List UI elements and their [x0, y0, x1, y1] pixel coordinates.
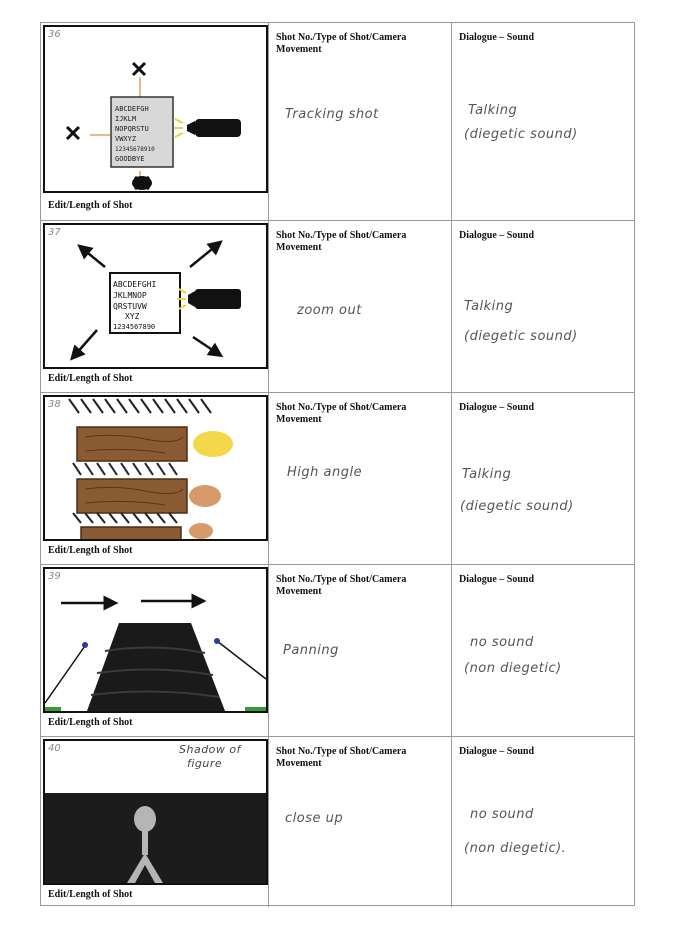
- storyboard-sheet: [40, 22, 635, 906]
- sketch-letter-line: XYZ: [125, 312, 140, 321]
- sketch-letter-line: IJKLM: [115, 115, 137, 123]
- dialogue-sound-header: Dialogue – Sound: [459, 402, 535, 413]
- shot-number: 39: [48, 571, 61, 582]
- frame-cell: [41, 393, 269, 564]
- sketch-letter-line: NOPQRSTU: [115, 125, 149, 133]
- shot-type-text: close up: [285, 811, 344, 826]
- shot-cell: [269, 565, 452, 736]
- frame-cell: [41, 221, 269, 392]
- sketch-letter-line: JKLMNOP: [113, 291, 147, 300]
- sound-cell: [452, 393, 634, 564]
- sound-text: Talking: [462, 467, 512, 482]
- dialogue-sound-header: Dialogue – Sound: [459, 230, 535, 241]
- shot-cell: [269, 23, 452, 220]
- sketch-high-angle: [45, 397, 266, 539]
- edit-length-label: Edit/Length of Shot: [48, 545, 133, 556]
- sketch-letter-line: ABCDEFGH: [115, 105, 149, 113]
- frame-cell: [41, 565, 269, 736]
- shot-type-text: zoom out: [297, 303, 362, 318]
- sketch-frame: [43, 25, 268, 193]
- edit-length-label: Edit/Length of Shot: [48, 889, 133, 900]
- sketch-close-up: [45, 741, 266, 883]
- sketch-frame: [43, 223, 268, 369]
- sketch-frame: [43, 395, 268, 541]
- sound-text: Talking: [464, 299, 514, 314]
- shot-cell: [269, 393, 452, 564]
- sketch-letter-line: GOODBYE: [115, 155, 145, 163]
- shot-number: 36: [48, 29, 61, 40]
- sketch-zoom-out: [45, 225, 266, 367]
- sketch-letter-line: 1234567890: [113, 323, 156, 331]
- sound-text: (diegetic sound): [460, 499, 574, 514]
- edit-length-label: Edit/Length of Shot: [48, 717, 133, 728]
- sound-cell: [452, 221, 634, 392]
- frame-note: figure: [187, 757, 223, 770]
- storyboard-row: [41, 221, 634, 393]
- storyboard-row: [41, 393, 634, 565]
- edit-length-label: Edit/Length of Shot: [48, 373, 133, 384]
- frame-cell: [41, 737, 269, 907]
- sound-text: no sound: [470, 807, 534, 822]
- dialogue-sound-header: Dialogue – Sound: [459, 746, 535, 757]
- shot-header: Shot No./Type of Shot/Camera Movement: [276, 32, 407, 55]
- shot-header: Shot No./Type of Shot/Camera Movement: [276, 402, 407, 425]
- storyboard-row: [41, 737, 634, 907]
- shot-type-text: Panning: [283, 643, 339, 658]
- shot-type-text: Tracking shot: [285, 107, 379, 122]
- storyboard-row: [41, 23, 634, 221]
- sketch-panning: [45, 569, 266, 711]
- sketch-frame: [43, 739, 268, 885]
- sketch-letter-line: ABCDEFGHI: [113, 280, 157, 289]
- sound-cell: [452, 23, 634, 220]
- edit-length-label: Edit/Length of Shot: [48, 200, 133, 211]
- dialogue-sound-header: Dialogue – Sound: [459, 574, 535, 585]
- sketch-letter-line: 12345678910: [115, 146, 155, 153]
- sketch-letter-line: VWXYZ: [115, 135, 137, 143]
- sound-text: no sound: [470, 635, 534, 650]
- frame-cell: [41, 23, 269, 220]
- dialogue-sound-header: Dialogue – Sound: [459, 32, 535, 43]
- storyboard-row: [41, 565, 634, 737]
- sound-text: (diegetic sound): [464, 127, 578, 142]
- shot-number: 37: [48, 227, 61, 238]
- sound-text: (non diegetic): [464, 661, 562, 676]
- shot-number: 40: [48, 743, 61, 754]
- shot-type-text: High angle: [287, 465, 363, 480]
- sketch-tracking-shot: [45, 27, 266, 191]
- shot-number: 38: [48, 399, 61, 410]
- shot-cell: [269, 221, 452, 392]
- sound-text: Talking: [468, 103, 518, 118]
- shot-header: Shot No./Type of Shot/Camera Movement: [276, 574, 407, 597]
- frame-note: Shadow of: [179, 743, 242, 756]
- sound-text: (non diegetic).: [464, 841, 567, 856]
- sketch-frame: [43, 567, 268, 713]
- shot-header: Shot No./Type of Shot/Camera Movement: [276, 230, 407, 253]
- shot-header: Shot No./Type of Shot/Camera Movement: [276, 746, 407, 769]
- sound-cell: [452, 737, 634, 907]
- shot-cell: [269, 737, 452, 907]
- sketch-letter-line: QRSTUVW: [113, 302, 147, 311]
- sound-text: (diegetic sound): [464, 329, 578, 344]
- sound-cell: [452, 565, 634, 736]
